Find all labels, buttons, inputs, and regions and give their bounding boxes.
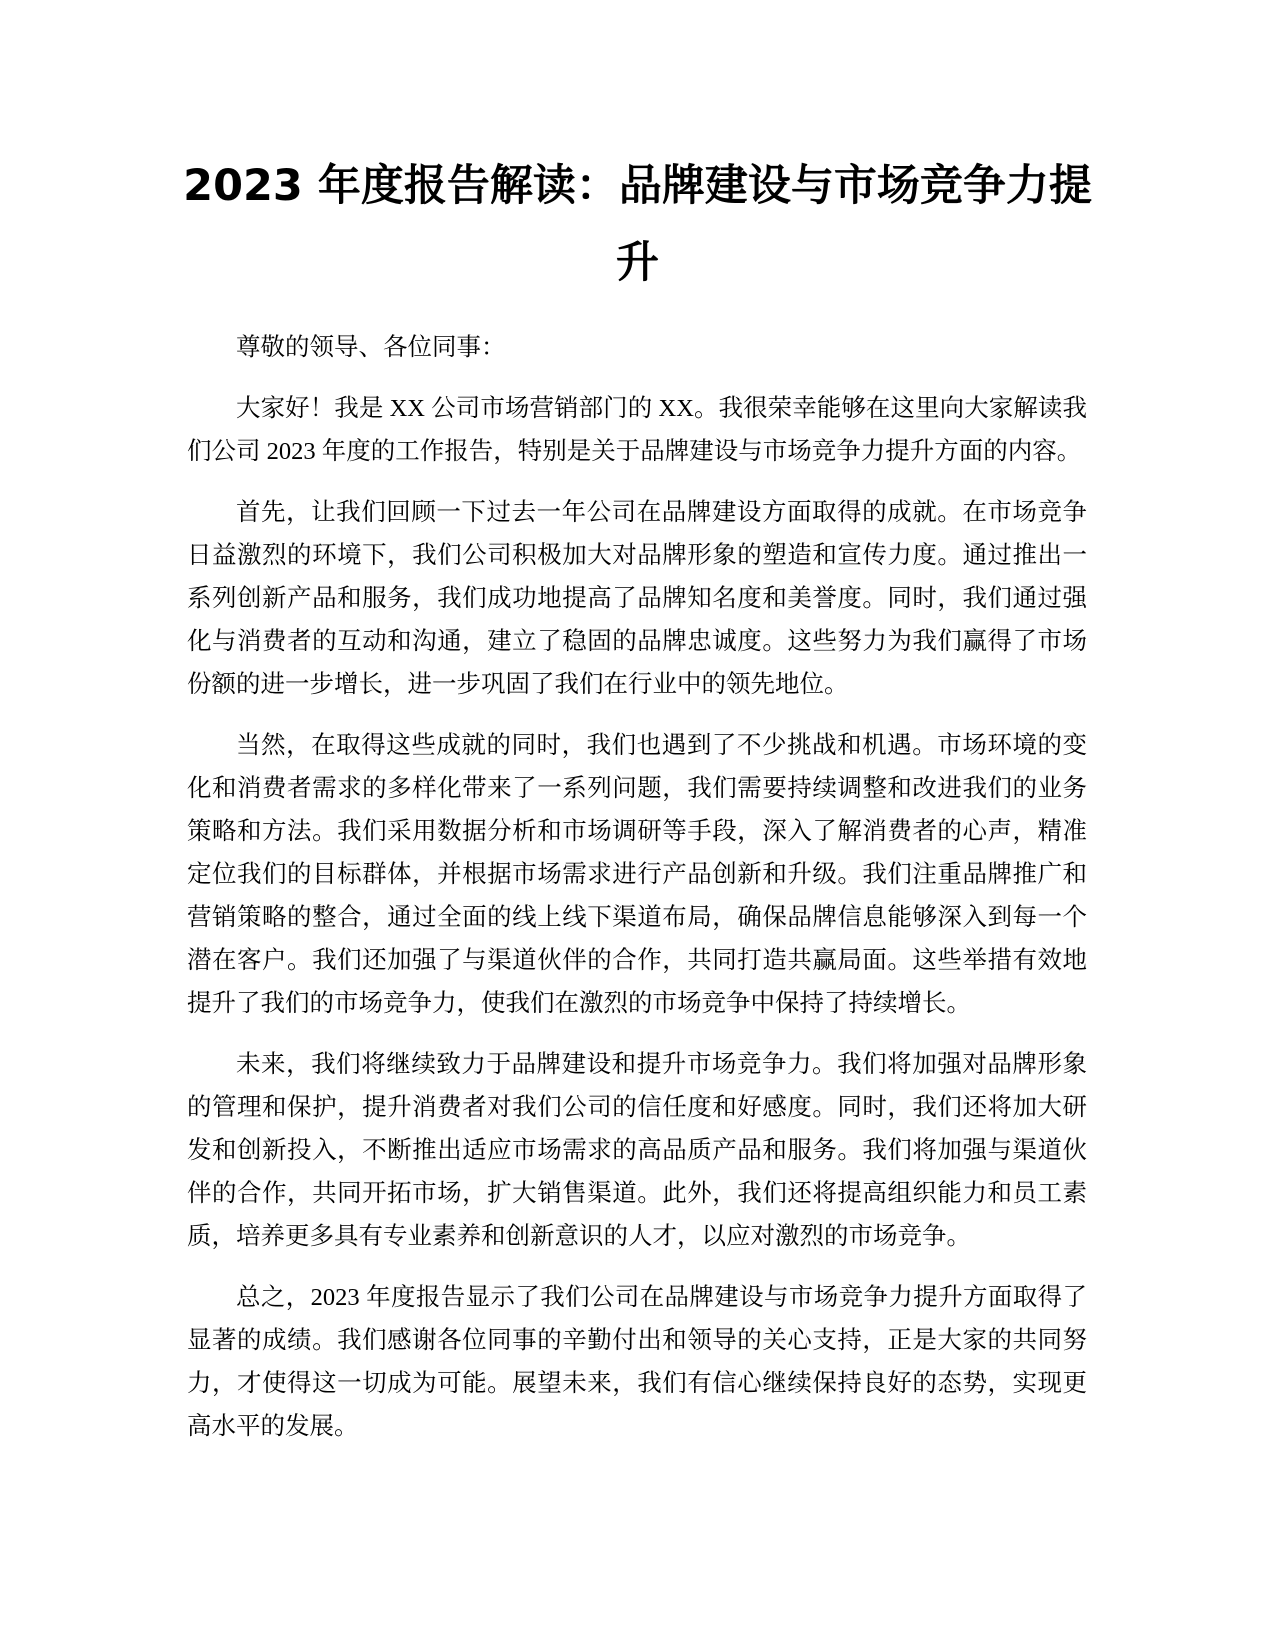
salutation-paragraph: 尊敬的领导、各位同事：: [236, 334, 506, 361]
achievements-paragraph: 首先，让我们回顾一下过去一年公司在品牌建设方面取得的成就。在市场竞争日益激烈的环境下，我们公司积极加大对品牌形象的塑造和宣传力度。通过推出一系列创新产品和服务，我们成功地提高了品牌知名度和美誉度。同时，我们通过强化与消费者的互动和沟通，建立了稳固的品牌忠诚度。这些努力为我们赢得了市场份额的进一步增长，进一步巩固了我们在行业中的领先地位。: [187, 499, 1087, 698]
future-plans-paragraph: 未来，我们将继续致力于品牌建设和提升市场竞争力。我们将加强对品牌形象的管理和保护，提升消费者对我们公司的信任度和好感度。同时，我们还将加大研发和创新投入，不断推出适应市场需求的高品质产品和服务。我们将加强与渠道伙伴的合作，共同开拓市场，扩大销售渠道。此外，我们还将提高组织能力和员工素质，培养更多具有专业素养和创新意识的人才，以应对激烈的市场竞争。: [187, 1051, 1087, 1250]
document-title: 2023 年度报告解读：品牌建设与市场竞争力提升: [183, 161, 1092, 288]
conclusion-paragraph: 总之，2023 年度报告显示了我们公司在品牌建设与市场竞争力提升方面取得了显著的成绩。我们感谢各位同事的辛勤付出和领导的关心支持，正是大家的共同努力，才使得这一切成为可能。展望未来，我们有信心继续保持良好的态势，实现更高水平的发展。: [187, 1284, 1087, 1440]
intro-paragraph: 大家好！我是 XX 公司市场营销部门的 XX。我很荣幸能够在这里向大家解读我们公司 2023 年度的工作报告，特别是关于品牌建设与市场竞争力提升方面的内容。: [187, 395, 1087, 465]
challenges-paragraph: 当然，在取得这些成就的同时，我们也遇到了不少挑战和机遇。市场环境的变化和消费者需求的多样化带来了一系列问题，我们需要持续调整和改进我们的业务策略和方法。我们采用数据分析和市场调研等手段，深入了解消费者的心声，精准定位我们的目标群体，并根据市场需求进行产品创新和升级。我们注重品牌推广和营销策略的整合，通过全面的线上线下渠道布局，确保品牌信息能够深入到每一个潜在客户。我们还加强了与渠道伙伴的合作，共同打造共赢局面。这些举措有效地提升了我们的市场竞争力，使我们在激烈的市场竞争中保持了持续增长。: [187, 732, 1087, 1017]
document-body: [187, 326, 1087, 1466]
